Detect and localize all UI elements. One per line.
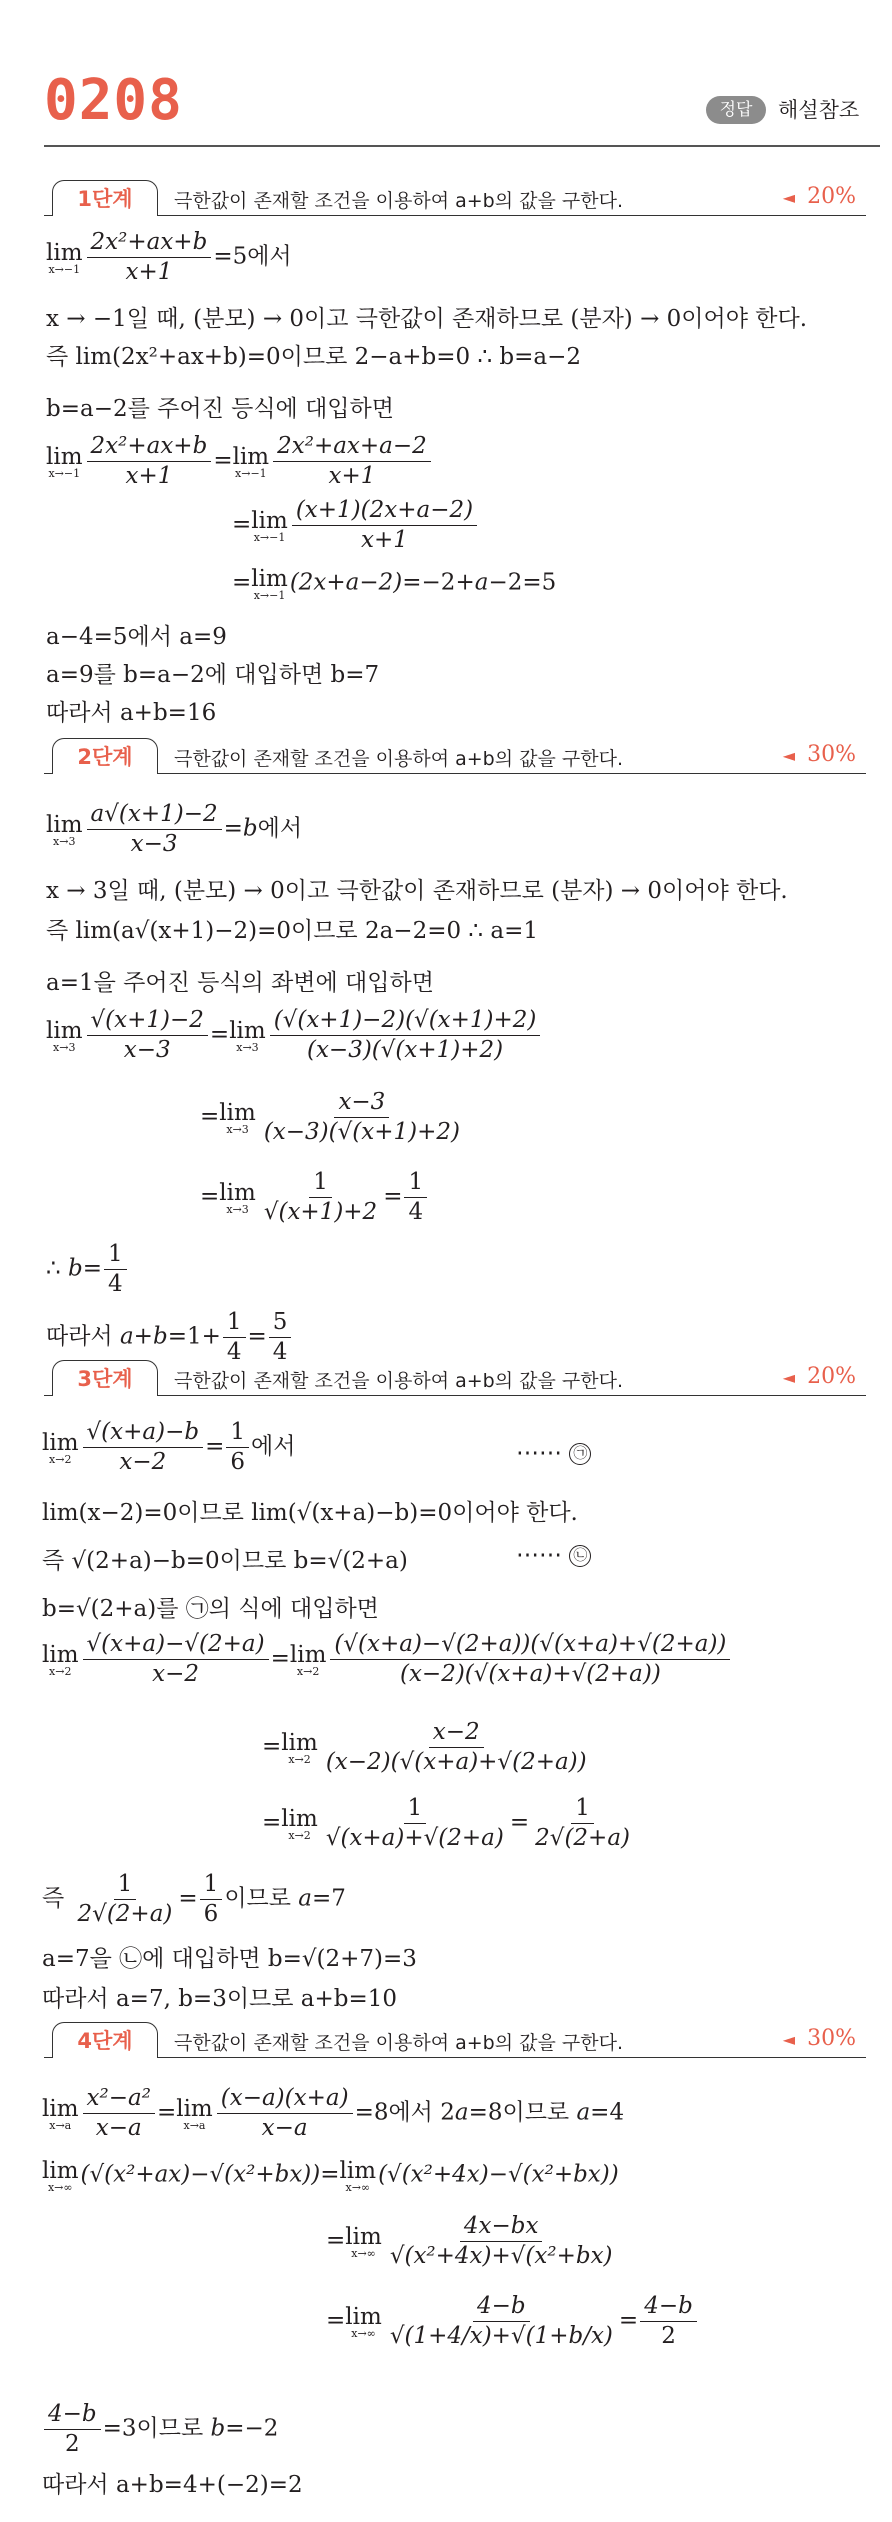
s2-eq3: =lim x→3 $\frac{x-3}{(x-3)(√(x+1)+2)}$ <box>200 1089 460 1145</box>
step-3-desc: 극한값이 존재할 조건을 이용하여 a+b의 값을 구한다. <box>174 1370 623 1392</box>
s3-eq2: lim x→2 $\frac{√(x+a)-√(2+a)}{x-2}$ =lim x→2 $\frac{(√(x+a)-√(2+a))(√(x+a)+√(2+a))}{(x-2)(√(x+a)+√(2+a))}$ <box>42 1630 732 1689</box>
s1-eq3: =lim x→−1 $\frac{(x+1)(2x+a-2)}{x+1}$ <box>232 496 479 555</box>
step-4-percent: ◄ 30% <box>782 2026 856 2051</box>
step-3-tab: 3단계 <box>52 1360 158 1396</box>
s1-line4: a−4=5에서 a=9 <box>46 624 227 650</box>
s1-line1: x → −1일 때, (분모) → 0이고 극한값이 존재하므로 (분자) → 0이어야 한다. <box>46 306 808 332</box>
step-1-tab: 1단계 <box>52 180 158 216</box>
answer-badge: 정답 <box>706 96 766 124</box>
s3-eq5: 즉 $\frac{1}{2√(2+a)}$ = $\frac{1}{6}$ 이므로 a=7 <box>42 1871 346 1927</box>
step-1-percent: ◄ 20% <box>782 184 856 209</box>
circled-1: ㉠ <box>569 1443 591 1465</box>
s4-eq4: =lim x→∞ $\frac{4-b}{√(1+4/x)+√(1+b/x)}$ = $\frac{4-b}{2}$ <box>326 2292 699 2351</box>
step-4-desc: 극한값이 존재할 조건을 이용하여 a+b의 값을 구한다. <box>174 2032 623 2054</box>
s4-eq2: lim x→∞ (√(x²+ax)−√(x²+bx))=lim x→∞ (√(x²+4x)−√(x²+bx)) <box>42 2158 619 2194</box>
s3-eq1: lim x→2 $\frac{√(x+a)-b}{x-2}$ = $\frac{1}{6}$ 에서 <box>42 1419 296 1475</box>
s2-line3: a=1을 주어진 등식의 좌변에 대입하면 <box>46 970 434 996</box>
problem-number: 0208 <box>44 68 183 133</box>
s2-eq1: lim x→3 $\frac{a√(x+1)-2}{x-3}$ =b에서 <box>46 801 303 857</box>
s3-line4: a=7을 ㉡에 대입하면 b=√(2+7)=3 <box>42 1946 417 1972</box>
s3-line1: lim(x−2)=0이므로 lim(√(x+a)−b)=0이어야 한다. <box>42 1500 578 1526</box>
header-rule <box>44 145 880 147</box>
s1-line6: 따라서 a+b=16 <box>46 700 217 726</box>
step-2-header <box>44 738 866 774</box>
s3-line3: b=√(2+a)를 ㉠의 식에 대입하면 <box>42 1596 379 1622</box>
s1-eq4: =lim x→−1 (2x+a−2)=−2+a−2=5 <box>232 566 557 602</box>
step-1-header <box>44 180 866 216</box>
circled-2: ㉡ <box>569 1545 591 1567</box>
s2-eq4: =lim x→3 $\frac{1}{√(x+1)+2}$ = $\frac{1}{4}$ <box>200 1168 429 1227</box>
s2-eq5: ∴ b= $\frac{1}{4}$ <box>46 1240 129 1299</box>
s1-eq2: lim x→−1 $\frac{\text{2x²+ax+b}}{x+1}$ =lim x→−1 $\frac{\text{2x²+ax+a−2}}{x+1}$ <box>46 432 433 491</box>
s3-ref1: ⋯⋯ ㉠ <box>516 1440 591 1466</box>
s1-line2: 즉 lim(2x²+ax+b)=0이므로 2−a+b=0 ∴ b=a−2 <box>46 344 582 370</box>
s4-eq1: lim x→a $\frac{\text{x²−a²}}{x-a}$ =lim x→a $\frac{(x-a)(x+a)}{x-a}$ =8에서 2a=8이므로 a=4 <box>42 2085 625 2141</box>
step-2-tab: 2단계 <box>52 738 158 774</box>
step-4-header <box>44 2022 866 2058</box>
s3-eq4: =lim x→2 $\frac{1}{√(x+a)+√(2+a)}$ = $\frac{1}{2√(2+a)}$ <box>262 1795 631 1851</box>
step-3-header <box>44 1360 866 1396</box>
s3-line2: 즉 √(2+a)−b=0이므로 b=√(2+a) <box>42 1548 408 1574</box>
s4-eq5: $\frac{4-b}{2}$ =3이므로 b=−2 <box>42 2400 278 2459</box>
s2-eq6: 따라서 a+b=1+ $\frac{1}{4}$ = $\frac{5}{4}$ <box>46 1308 293 1367</box>
s3-ref2: ⋯⋯ ㉡ <box>516 1542 591 1568</box>
step-2-desc: 극한값이 존재할 조건을 이용하여 a+b의 값을 구한다. <box>174 748 623 770</box>
s3-line5: 따라서 a=7, b=3이므로 a+b=10 <box>42 1986 398 2012</box>
step-1-desc: 극한값이 존재할 조건을 이용하여 a+b의 값을 구한다. <box>174 190 623 212</box>
s2-line2: 즉 lim(a√(x+1)−2)=0이므로 2a−2=0 ∴ a=1 <box>46 918 538 944</box>
step-2-percent: ◄ 30% <box>782 742 856 767</box>
s2-line1: x → 3일 때, (분모) → 0이고 극한값이 존재하므로 (분자) → 0이어야 한다. <box>46 878 788 904</box>
s1-line5: a=9를 b=a−2에 대입하면 b=7 <box>46 662 380 688</box>
s4-line1: 따라서 a+b=4+(−2)=2 <box>42 2472 303 2498</box>
s1-eq1: lim x→−1 $\frac{\text{2x²+ax+b}}{x+1}$ =5에서 <box>46 229 292 285</box>
s2-eq2: lim x→3 $\frac{√(x+1)-2}{x-3}$ =lim x→3 $\frac{(√(x+1)-2)(√(x+1)+2)}{(x-3)(√(x+1)+2)}$ <box>46 1006 542 1065</box>
s4-eq3: =lim x→∞ $\frac{4x-bx}{\text{√(x²+4x)+√(x²+bx)}}$ <box>326 2213 613 2269</box>
answer-reference: 해설참조 <box>778 98 860 122</box>
step-3-percent: ◄ 20% <box>782 1364 856 1389</box>
step-4-tab: 4단계 <box>52 2022 158 2058</box>
s3-eq3: =lim x→2 $\frac{x-2}{(x-2)(√(x+a)+√(2+a))}$ <box>262 1719 587 1775</box>
s1-line3: b=a−2를 주어진 등식에 대입하면 <box>46 396 394 422</box>
